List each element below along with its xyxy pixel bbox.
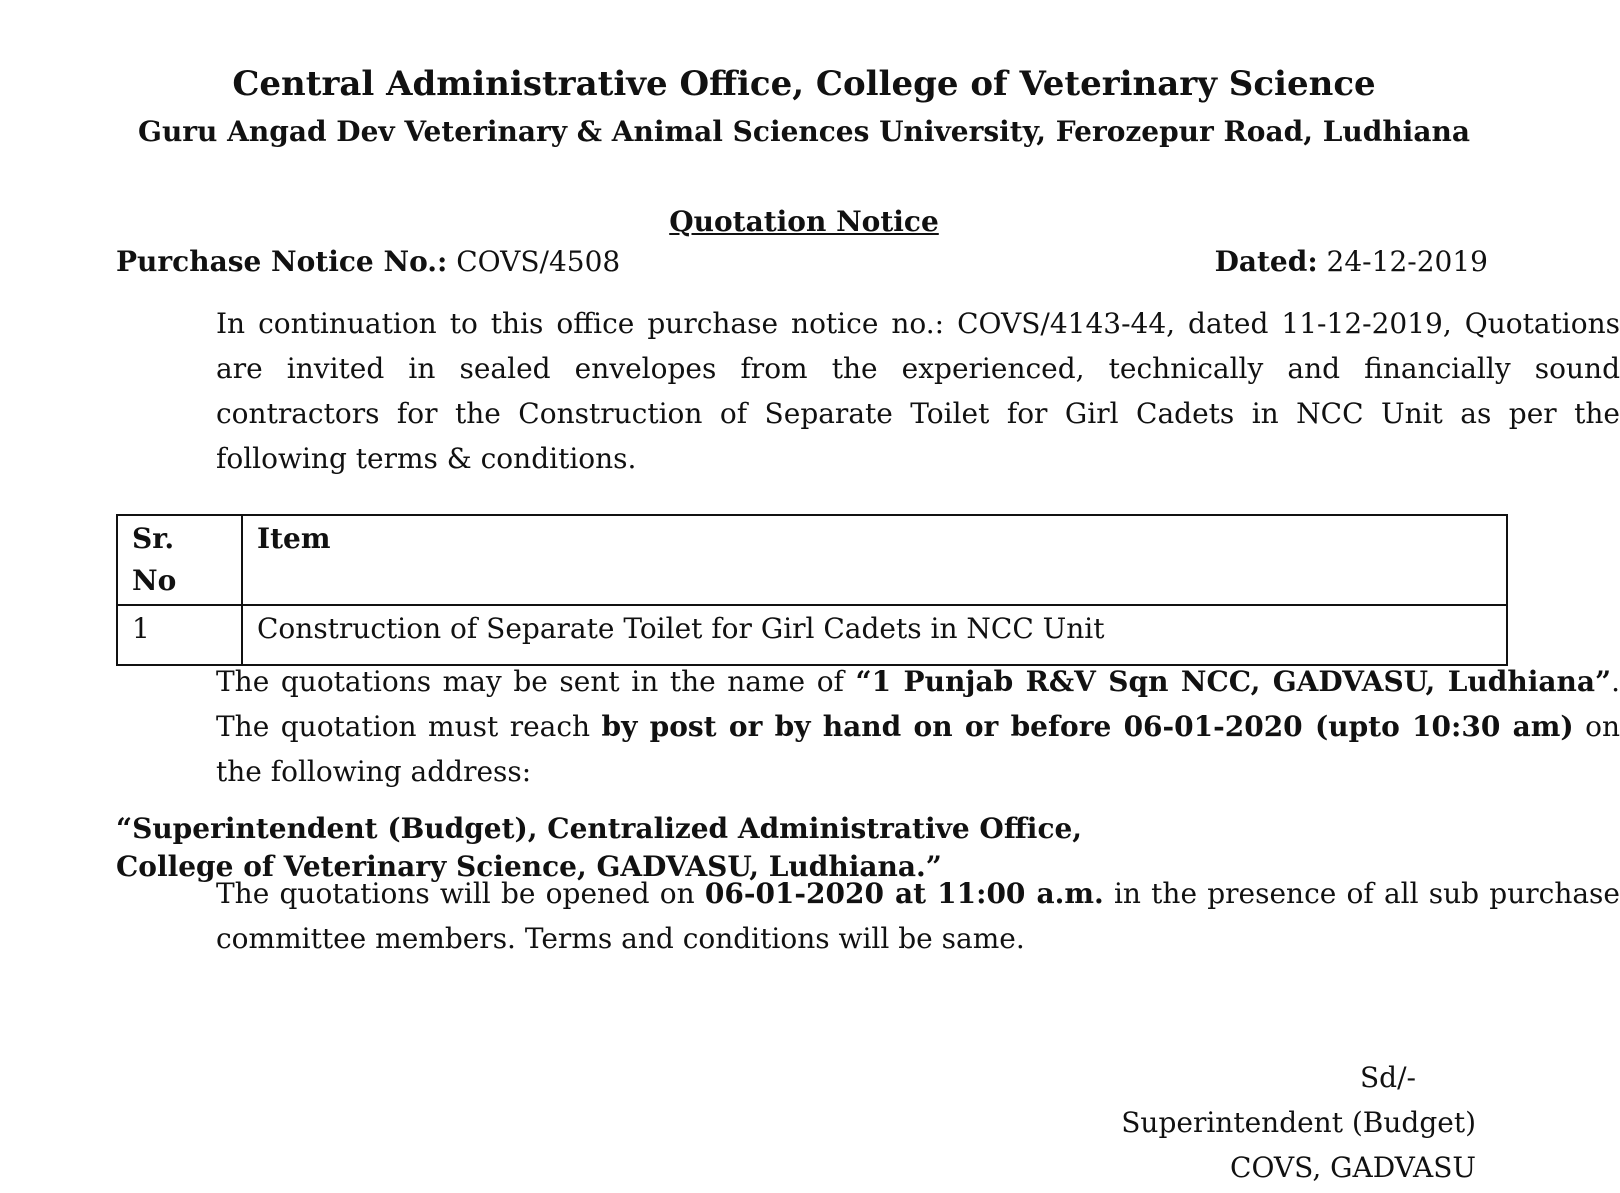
table-cell-item: Construction of Separate Toilet for Girl Cadets in NCC Unit — [242, 605, 1507, 665]
intro-paragraph: In continuation to this office purchase notice no.: COVS/4143-44, dated 11-12-2019, Quotations are invited in sealed envelopes from the experienced, technically and financially sound contractors for the Construction of Separate Toilet for Girl Cadets in NCC Unit as per the following terms & conditions. — [216, 307, 1620, 475]
submission-text-3: on the following address: — [216, 710, 1620, 788]
notice-date — [1215, 244, 1488, 280]
items-table — [116, 514, 1508, 666]
table-header-sr-no: Sr. No — [117, 515, 242, 605]
submission-text-1: The quotations may be sent in the name of — [216, 665, 856, 698]
submission-deadline: by post or by hand on or before 06-01-2020 (upto 10:30 am) — [601, 710, 1574, 743]
opening-text-1: The quotations will be opened on — [216, 877, 705, 910]
signature-sd: Sd/- — [1360, 1061, 1416, 1094]
notice-heading: Quotation Notice — [669, 205, 939, 238]
table-cell-sr-no: 1 — [117, 605, 242, 665]
opening-datetime: 06-01-2020 at 11:00 a.m. — [704, 877, 1104, 910]
office-title: Central Administrative Office, College of Veterinary Science — [232, 64, 1376, 104]
purchase-notice-label: Purchase Notice No.: — [116, 245, 448, 278]
table-header-item: Item — [242, 515, 1507, 605]
notice-date-label: Dated: — [1214, 245, 1318, 278]
notice-date-value: 24-12-2019 — [1317, 245, 1488, 278]
university-subtitle: Guru Angad Dev Veterinary & Animal Sciences University, Ferozepur Road, Ludhiana — [138, 115, 1470, 148]
submission-recipient-name: “1 Punjab R&V Sqn NCC, GADVASU, Ludhiana” — [855, 665, 1612, 698]
signature-title: Superintendent (Budget) — [1121, 1106, 1476, 1139]
signature-org: COVS, GADVASU — [1230, 1151, 1476, 1184]
purchase-notice-value: COVS/4508 — [447, 245, 621, 278]
submission-text-2: . The quotation must reach — [216, 665, 1620, 743]
opening-paragraph — [116, 871, 1620, 961]
table-row — [117, 605, 1507, 665]
address-line-1: “Superintendent (Budget), Centralized Administrative Office, — [116, 812, 1083, 845]
address-line-2: College of Veterinary Science, GADVASU, Ludhiana.” — [116, 850, 942, 883]
opening-text-2: in the presence of all sub purchase committee members. Terms and conditions will be same. — [216, 877, 1620, 955]
submission-paragraph — [116, 659, 1620, 794]
table-header-row — [117, 515, 1507, 605]
purchase-notice-number — [116, 244, 620, 280]
